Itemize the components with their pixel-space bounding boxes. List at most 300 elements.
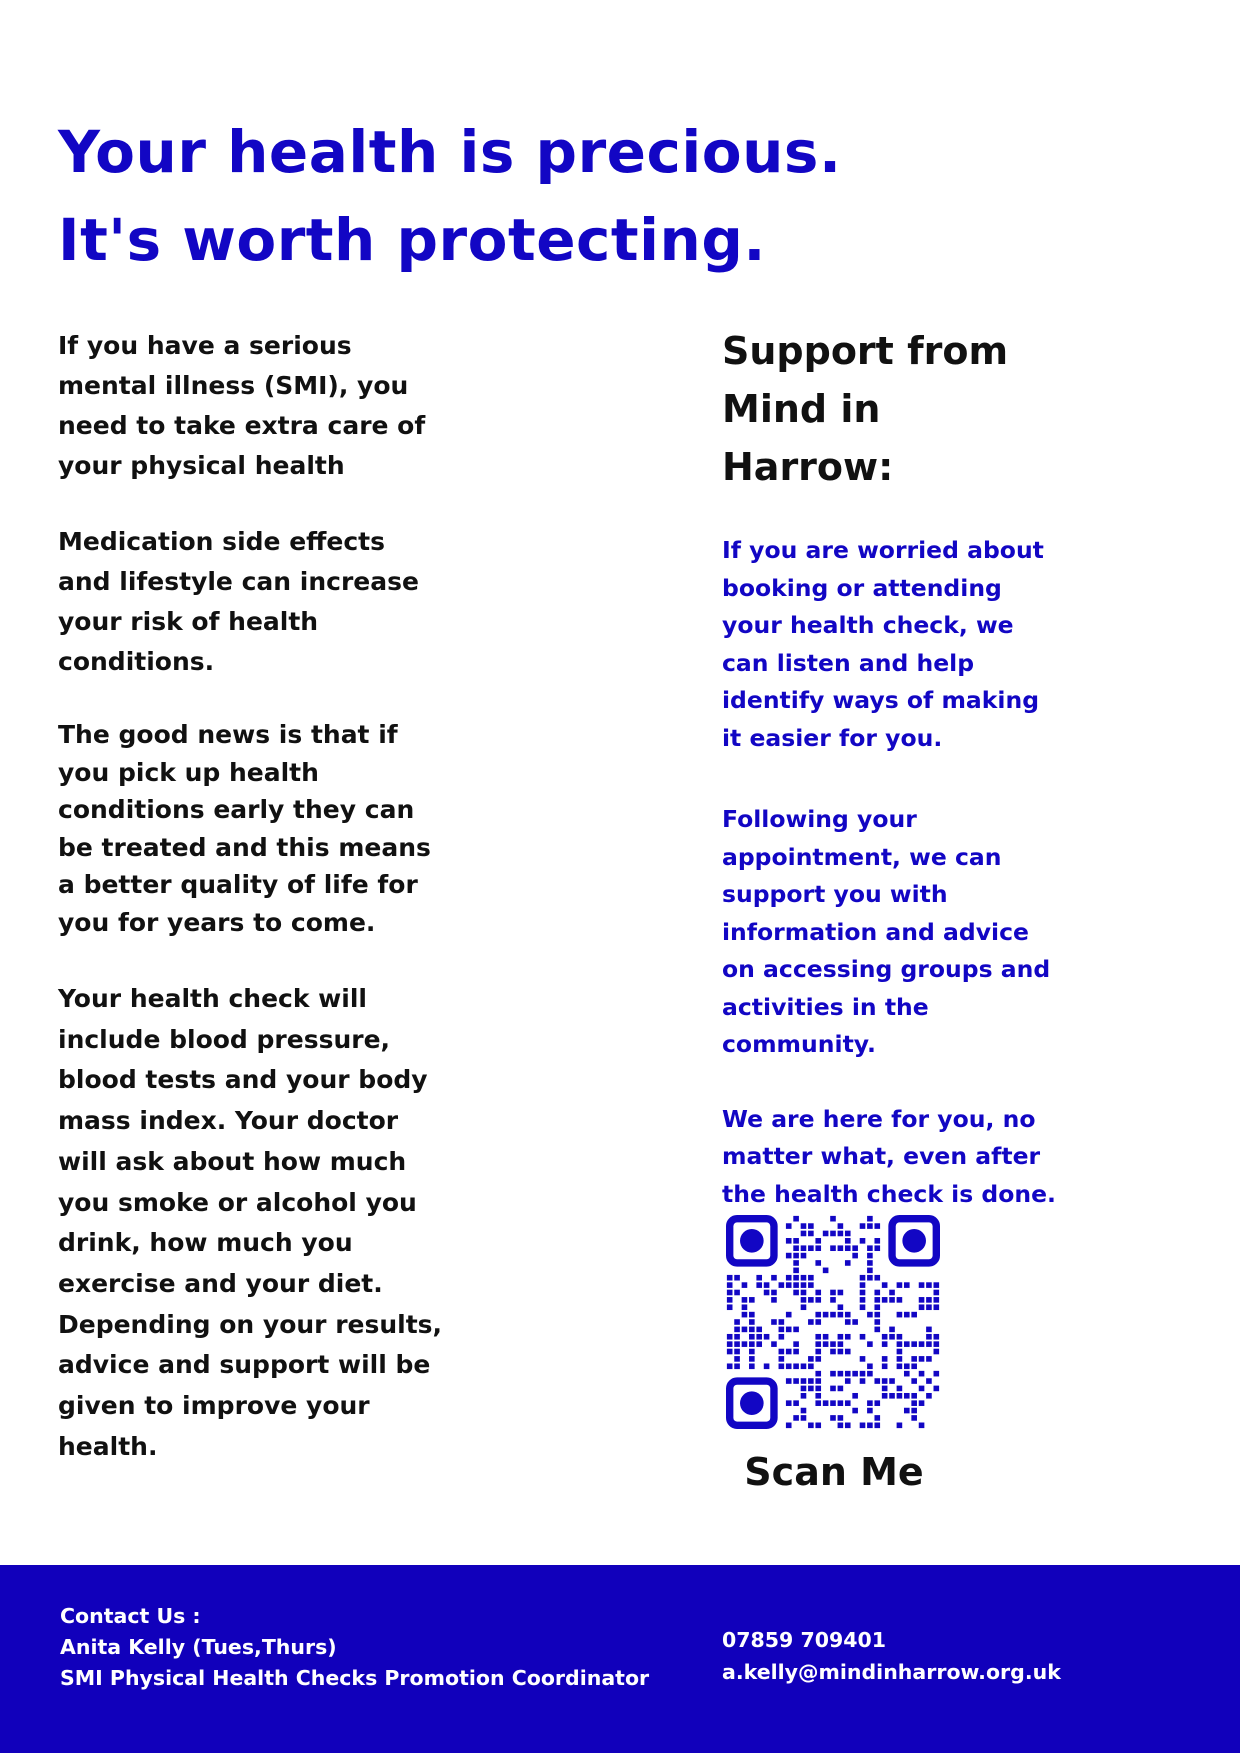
qr-module [815, 1356, 821, 1362]
qr-module [919, 1297, 925, 1303]
qr-module [845, 1378, 851, 1384]
contact-footer [0, 1565, 1240, 1753]
qr-module [749, 1349, 755, 1355]
qr-module [845, 1371, 851, 1377]
page-title [58, 108, 841, 284]
qr-module [874, 1415, 880, 1421]
qr-module [845, 1260, 851, 1266]
qr-module [919, 1386, 925, 1392]
qr-module [830, 1349, 836, 1355]
qr-module [786, 1282, 792, 1288]
qr-module [808, 1363, 814, 1369]
qr-module [867, 1268, 873, 1274]
qr-module [801, 1253, 807, 1259]
qr-module [845, 1349, 851, 1355]
qr-module [874, 1327, 880, 1333]
qr-module [934, 1282, 940, 1288]
qr-module [808, 1297, 814, 1303]
qr-module [904, 1363, 910, 1369]
qr-module [838, 1304, 844, 1310]
qr-module [815, 1312, 821, 1318]
scan-me-label: Scan Me [744, 1450, 924, 1494]
qr-module [845, 1238, 851, 1244]
qr-module [756, 1275, 762, 1281]
qr-module [734, 1334, 740, 1340]
qr-module [823, 1231, 829, 1237]
qr-module [749, 1297, 755, 1303]
qr-module [793, 1268, 799, 1274]
qr-module [934, 1297, 940, 1303]
qr-module [926, 1297, 932, 1303]
qr-module [874, 1423, 880, 1429]
qr-module [867, 1223, 873, 1229]
contact-email[interactable]: a.kelly@mindinharrow.org.uk [722, 1660, 1061, 1684]
qr-module [793, 1260, 799, 1266]
qr-module [830, 1231, 836, 1237]
qr-module [756, 1327, 762, 1333]
qr-module [860, 1275, 866, 1281]
qr-module [815, 1334, 821, 1340]
qr-module [815, 1341, 821, 1347]
qr-module [815, 1319, 821, 1325]
qr-module [904, 1341, 910, 1347]
qr-module [808, 1223, 814, 1229]
qr-module [727, 1304, 733, 1310]
qr-module [734, 1349, 740, 1355]
qr-module [867, 1408, 873, 1414]
qr-module [867, 1312, 873, 1318]
qr-module [919, 1304, 925, 1310]
qr-module [838, 1290, 844, 1296]
qr-module [742, 1304, 748, 1310]
qr-module [793, 1290, 799, 1296]
qr-module [874, 1312, 880, 1318]
qr-module [889, 1393, 895, 1399]
qr-module [934, 1371, 940, 1377]
qr-module [793, 1378, 799, 1384]
qr-module [742, 1327, 748, 1333]
qr-module [793, 1238, 799, 1244]
title-line-2: It's worth protecting. [58, 206, 766, 274]
qr-module [801, 1297, 807, 1303]
qr-module [779, 1334, 785, 1340]
qr-module [934, 1334, 940, 1340]
qr-module [867, 1363, 873, 1369]
qr-module [867, 1423, 873, 1429]
qr-module [882, 1363, 888, 1369]
qr-module [889, 1297, 895, 1303]
qr-module [919, 1356, 925, 1362]
qr-module [786, 1253, 792, 1259]
qr-module [860, 1223, 866, 1229]
qr-module [852, 1408, 858, 1414]
qr-module [801, 1290, 807, 1296]
qr-module [830, 1297, 836, 1303]
qr-module [815, 1371, 821, 1377]
support-heading: Support from Mind in Harrow: [722, 329, 1009, 489]
qr-module [801, 1275, 807, 1281]
qr-module [904, 1282, 910, 1288]
qr-module [815, 1378, 821, 1384]
qr-module [815, 1349, 821, 1355]
qr-module [749, 1334, 755, 1340]
qr-module [786, 1378, 792, 1384]
contact-name: Anita Kelly (Tues,Thurs) [60, 1635, 337, 1659]
qr-module [823, 1312, 829, 1318]
qr-module [727, 1282, 733, 1288]
qr-module [882, 1282, 888, 1288]
qr-module [801, 1223, 807, 1229]
qr-module [911, 1400, 917, 1406]
qr-module [845, 1312, 851, 1318]
qr-module [860, 1282, 866, 1288]
qr-module [734, 1356, 740, 1362]
qr-module [830, 1400, 836, 1406]
qr-module [919, 1371, 925, 1377]
qr-module [845, 1423, 851, 1429]
qr-code[interactable] [726, 1215, 940, 1429]
qr-module [860, 1238, 866, 1244]
qr-module [860, 1304, 866, 1310]
qr-module [882, 1334, 888, 1340]
qr-module [874, 1238, 880, 1244]
qr-module [882, 1297, 888, 1303]
qr-module [786, 1312, 792, 1318]
qr-module [838, 1349, 844, 1355]
qr-module [919, 1282, 925, 1288]
qr-module [845, 1334, 851, 1340]
qr-module [815, 1386, 821, 1392]
qr-module [897, 1393, 903, 1399]
qr-module [756, 1341, 762, 1347]
qr-module [904, 1393, 910, 1399]
qr-module [867, 1216, 873, 1222]
qr-module [838, 1231, 844, 1237]
qr-module [823, 1334, 829, 1340]
qr-module [838, 1223, 844, 1229]
qr-module [882, 1341, 888, 1347]
qr-module [815, 1290, 821, 1296]
qr-module [934, 1290, 940, 1296]
qr-module [734, 1327, 740, 1333]
qr-module [911, 1356, 917, 1362]
qr-module [830, 1341, 836, 1347]
qr-module [889, 1334, 895, 1340]
qr-module [926, 1304, 932, 1310]
qr-module [793, 1400, 799, 1406]
qr-module [911, 1341, 917, 1347]
qr-module [808, 1275, 814, 1281]
qr-module [793, 1327, 799, 1333]
contact-role: SMI Physical Health Checks Promotion Coordinator [60, 1666, 650, 1690]
qr-module [749, 1312, 755, 1318]
qr-module [823, 1341, 829, 1347]
qr-module [867, 1371, 873, 1377]
qr-module [779, 1327, 785, 1333]
qr-module [845, 1245, 851, 1251]
qr-module [934, 1349, 940, 1355]
qr-module [882, 1386, 888, 1392]
qr-module [897, 1386, 903, 1392]
paragraph-good-news: The good news is that if you pick up health conditions early they can be treated and this means a better quality of life for you for years to come. [58, 720, 431, 937]
qr-module [734, 1341, 740, 1347]
qr-module [830, 1290, 836, 1296]
qr-module [779, 1282, 785, 1288]
qr-module [786, 1275, 792, 1281]
qr-module [808, 1282, 814, 1288]
qr-module [786, 1223, 792, 1229]
qr-module [808, 1231, 814, 1237]
qr-module [867, 1341, 873, 1347]
qr-module [897, 1312, 903, 1318]
qr-module [926, 1356, 932, 1362]
qr-module [934, 1341, 940, 1347]
contact-phone[interactable]: 07859 709401 [722, 1628, 887, 1652]
qr-module [793, 1415, 799, 1421]
qr-module [823, 1400, 829, 1406]
qr-module [838, 1423, 844, 1429]
qr-module [764, 1290, 770, 1296]
qr-module [867, 1245, 873, 1251]
qr-module [838, 1386, 844, 1392]
qr-module [874, 1245, 880, 1251]
qr-module [801, 1408, 807, 1414]
qr-module [874, 1319, 880, 1325]
qr-module [779, 1356, 785, 1362]
qr-module [845, 1231, 851, 1237]
qr-module [742, 1341, 748, 1347]
qr-module [919, 1423, 925, 1429]
support-paragraph-here: We are here for you, no matter what, even after the health check is done. [722, 1104, 1056, 1208]
qr-module [830, 1371, 836, 1377]
qr-module [756, 1334, 762, 1340]
qr-module [911, 1408, 917, 1414]
qr-module [934, 1304, 940, 1310]
qr-module [830, 1386, 836, 1392]
qr-module [860, 1290, 866, 1296]
qr-module [897, 1282, 903, 1288]
qr-module [919, 1341, 925, 1347]
qr-module [815, 1260, 821, 1266]
qr-module [845, 1319, 851, 1325]
qr-module [793, 1245, 799, 1251]
support-paragraph-worried: If you are worried about booking or attending your health check, we can listen and help identify ways of making it easier for you. [722, 536, 1044, 752]
qr-module [830, 1245, 836, 1251]
qr-module [867, 1260, 873, 1266]
qr-finder-dot [902, 1229, 926, 1253]
qr-module [860, 1334, 866, 1340]
qr-module [801, 1231, 807, 1237]
qr-module [749, 1327, 755, 1333]
qr-module [852, 1253, 858, 1259]
qr-module [742, 1297, 748, 1303]
qr-module [801, 1245, 807, 1251]
qr-module [823, 1268, 829, 1274]
qr-module [852, 1393, 858, 1399]
qr-module [852, 1371, 858, 1377]
qr-module [838, 1312, 844, 1318]
qr-module [889, 1378, 895, 1384]
qr-module [749, 1356, 755, 1362]
qr-module [808, 1356, 814, 1362]
qr-module [852, 1319, 858, 1325]
qr-module [771, 1341, 777, 1347]
support-paragraph-following: Following your appointment, we can support you with information and advice on accessing groups and activities in the community. [722, 805, 1051, 1058]
qr-module [874, 1378, 880, 1384]
left-column [58, 326, 458, 1467]
qr-module [897, 1423, 903, 1429]
qr-module [808, 1378, 814, 1384]
qr-module [838, 1245, 844, 1251]
qr-module [838, 1400, 844, 1406]
qr-module [808, 1245, 814, 1251]
title-line-1: Your health is precious. [58, 118, 842, 186]
qr-module [874, 1304, 880, 1310]
qr-module [786, 1423, 792, 1429]
qr-module [926, 1393, 932, 1399]
qr-module [793, 1282, 799, 1288]
qr-module [874, 1275, 880, 1281]
qr-module [904, 1408, 910, 1414]
qr-module [749, 1319, 755, 1325]
qr-module [934, 1386, 940, 1392]
qr-module [882, 1393, 888, 1399]
qr-module [911, 1363, 917, 1369]
qr-module [793, 1216, 799, 1222]
qr-module [911, 1415, 917, 1421]
paragraph-medication: Medication side effects and lifestyle can increase your risk of health conditions. [58, 527, 419, 676]
qr-module [830, 1415, 836, 1421]
qr-module [897, 1363, 903, 1369]
qr-module [793, 1349, 799, 1355]
qr-module [727, 1297, 733, 1303]
qr-module [911, 1378, 917, 1384]
qr-module [779, 1363, 785, 1369]
qr-module [771, 1319, 777, 1325]
qr-module [779, 1319, 785, 1325]
qr-module [897, 1297, 903, 1303]
qr-module [801, 1282, 807, 1288]
qr-module [786, 1349, 792, 1355]
qr-module [808, 1319, 814, 1325]
qr-module [874, 1290, 880, 1296]
qr-module [897, 1349, 903, 1355]
qr-module [727, 1275, 733, 1281]
qr-module [779, 1349, 785, 1355]
qr-module [727, 1290, 733, 1296]
qr-module [742, 1312, 748, 1318]
qr-module [727, 1349, 733, 1355]
qr-module [786, 1327, 792, 1333]
qr-module [801, 1304, 807, 1310]
qr-finder-dot [740, 1229, 764, 1253]
qr-module [919, 1400, 925, 1406]
qr-module [926, 1327, 932, 1333]
qr-module [860, 1423, 866, 1429]
qr-module [845, 1400, 851, 1406]
qr-module [764, 1334, 770, 1340]
qr-module [860, 1378, 866, 1384]
qr-module [860, 1297, 866, 1303]
qr-module [897, 1356, 903, 1362]
qr-module [749, 1341, 755, 1347]
qr-module [801, 1386, 807, 1392]
qr-module [882, 1378, 888, 1384]
qr-module [926, 1378, 932, 1384]
qr-module [793, 1275, 799, 1281]
qr-finder-dot [740, 1391, 764, 1415]
qr-module [852, 1245, 858, 1251]
qr-module [926, 1334, 932, 1340]
qr-module [815, 1297, 821, 1303]
qr-module [771, 1297, 777, 1303]
right-column [722, 322, 1082, 1213]
qr-module [742, 1282, 748, 1288]
qr-module [838, 1415, 844, 1421]
qr-module [830, 1312, 836, 1318]
qr-module [867, 1253, 873, 1259]
qr-module [808, 1386, 814, 1392]
qr-module [801, 1415, 807, 1421]
qr-module [727, 1341, 733, 1347]
qr-module [771, 1275, 777, 1281]
qr-module [882, 1356, 888, 1362]
qr-module [838, 1371, 844, 1377]
qr-module [793, 1253, 799, 1259]
qr-module [815, 1238, 821, 1244]
qr-module [838, 1341, 844, 1347]
qr-module [786, 1363, 792, 1369]
qr-module [874, 1223, 880, 1229]
qr-module [860, 1356, 866, 1362]
qr-module [889, 1327, 895, 1333]
qr-module [764, 1363, 770, 1369]
qr-module [911, 1393, 917, 1399]
qr-module [734, 1319, 740, 1325]
qr-module [830, 1216, 836, 1222]
qr-module [874, 1400, 880, 1406]
qr-module [904, 1371, 910, 1377]
qr-module [889, 1290, 895, 1296]
qr-module [801, 1378, 807, 1384]
qr-module [815, 1393, 821, 1399]
qr-module [801, 1363, 807, 1369]
qr-module [867, 1400, 873, 1406]
qr-module [771, 1290, 777, 1296]
qr-module [786, 1238, 792, 1244]
qr-module [756, 1282, 762, 1288]
qr-module [793, 1363, 799, 1369]
qr-module [764, 1282, 770, 1288]
qr-module [926, 1341, 932, 1347]
qr-module [727, 1334, 733, 1340]
qr-module [860, 1371, 866, 1377]
qr-module [786, 1400, 792, 1406]
qr-module [904, 1312, 910, 1318]
paragraph-smi: If you have a serious mental illness (SMI), you need to take extra care of your physical health [58, 331, 426, 480]
qr-module [815, 1423, 821, 1429]
qr-module [911, 1312, 917, 1318]
qr-module [793, 1341, 799, 1347]
qr-module [926, 1282, 932, 1288]
qr-module [897, 1341, 903, 1347]
qr-module [867, 1275, 873, 1281]
qr-module [801, 1393, 807, 1399]
paragraph-health-check: Your health check will include blood pressure, blood tests and your body mass index. Your doctor will ask about how much you smoke or alcohol you drink, how much you exercise and your diet. Depending on your results, advice and support will be given to improve your health. [58, 984, 443, 1461]
qr-module [815, 1245, 821, 1251]
qr-module [874, 1297, 880, 1303]
qr-module [808, 1423, 814, 1429]
